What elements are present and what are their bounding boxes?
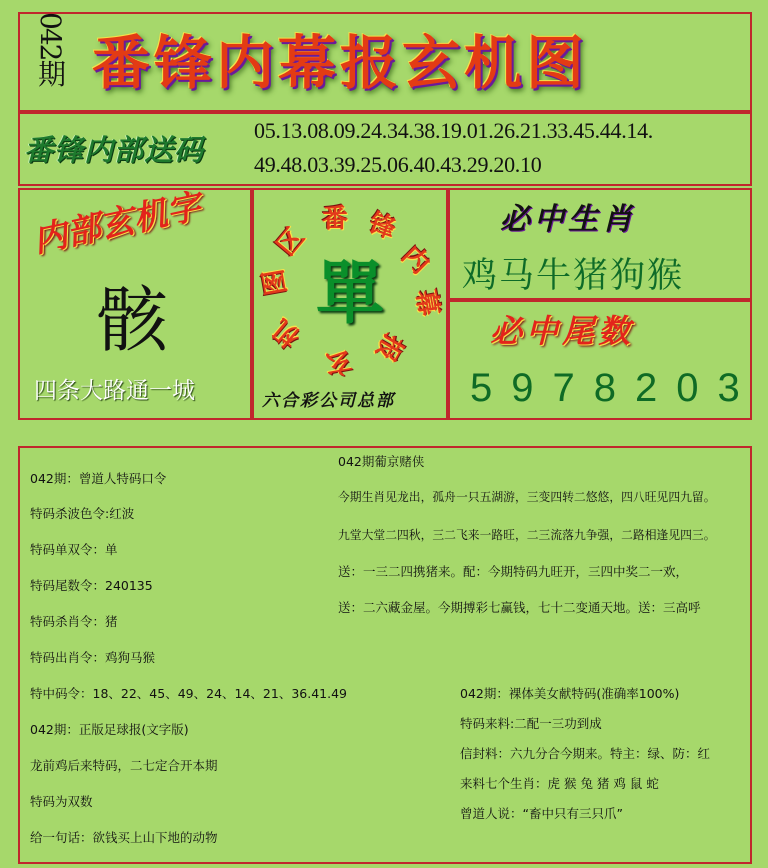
tail-label: 必中尾数	[490, 312, 635, 350]
ring-char-6: 玄	[323, 345, 354, 380]
left-line-1: 042期：曾道人特码口令	[30, 471, 167, 486]
right-top-line-3: 九堂大堂二四秋，三二飞来一路旺，二三流落九争强，二路相逢见四三。	[338, 528, 716, 542]
right-top-line-4: 送：一三二四携猪来。配：今期特码九旺开，三四中奖二一欢，	[338, 564, 689, 579]
left-line-4: 特码尾数令：240135	[30, 578, 153, 593]
secret-numbers-line2: 49.48.03.39.25.06.40.43.29.20.10	[254, 152, 542, 177]
right-top-line-2: 今期生肖见龙出，孤舟一只五湖游，三变四转二悠悠，四八旺见四九留。	[338, 490, 716, 504]
ring-char-1: 番	[322, 204, 349, 234]
left-line-6: 特码出肖令：鸡狗马猴	[30, 650, 156, 665]
left-line-2: 特码杀波色令:红波	[30, 506, 135, 521]
right-bottom-line-3: 信封料：六九分合今期来。特主：绿、防：红	[460, 746, 711, 761]
left-line-5: 特码杀肖令：猪	[30, 614, 118, 629]
right-bottom-line-2: 特码来料:二配一三功到成	[460, 716, 602, 731]
center-big-char: 單	[316, 254, 385, 334]
ring-char-5: 报	[369, 328, 409, 367]
zodiac-label: 必中生肖	[500, 202, 636, 237]
issue-number: 042期	[34, 12, 67, 86]
secret-numbers-line1: 05.13.08.09.24.34.38.19.01.26.21.33.45.44.14.	[254, 118, 654, 143]
ring-char-4: 幕	[409, 287, 444, 319]
insider-char-label: 内部玄机字	[29, 186, 205, 261]
left-line-9: 龙前鸡后来特码，二七定合开本期	[30, 758, 218, 773]
right-top-line-1: 042期葡京赌侠	[338, 454, 425, 469]
left-line-10: 特码为双数	[30, 794, 93, 809]
left-line-8: 042期：正版足球报(文字版)	[30, 722, 189, 737]
right-bottom-line-1: 042期：裸体美女献特码(准确率100%)	[460, 686, 680, 701]
ring-char-9: 区	[271, 222, 311, 262]
right-bottom-line-5: 曾道人说：“畜中只有三只爪”	[460, 806, 623, 821]
right-bottom-line-4: 来料七个生肖：虎 猴 兔 猪 鸡 鼠 蛇	[460, 776, 659, 791]
page-title: 番锋内幕报玄机图	[92, 29, 589, 97]
left-line-11: 给一句话：欲钱买上山下地的动物	[30, 830, 218, 845]
center-footer: 六合彩公司总部	[262, 391, 395, 411]
insider-verse: 四条大路通一城	[34, 378, 195, 404]
secret-numbers-label: 番锋内部送码	[24, 133, 205, 167]
left-line-7: 特中码令：18、22、45、49、24、14、21、36.41.49	[30, 686, 348, 701]
tail-digits: 5978203	[470, 366, 759, 410]
left-line-3: 特码单双令：单	[30, 542, 118, 557]
ring-char-3: 内	[395, 240, 436, 281]
right-top-line-5: 送：二六藏金屋。今期搏彩七赢钱，七十二变通天地。送：三高呼	[338, 600, 701, 615]
zodiac-animals: 鸡马牛猪狗猴	[462, 256, 685, 296]
ring-char-7: 机	[267, 312, 307, 353]
insider-char: 骸	[96, 278, 169, 362]
ring-char-8: 图	[258, 266, 293, 298]
ring-char-2: 锋	[364, 208, 400, 246]
